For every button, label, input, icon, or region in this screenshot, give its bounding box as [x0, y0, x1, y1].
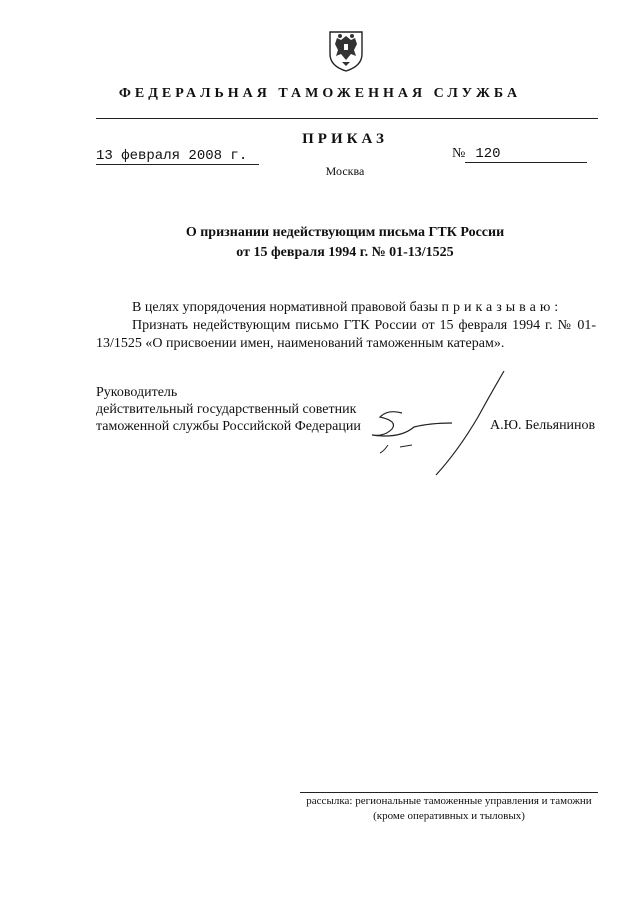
body-paragraph-2: Признать недействующим письмо ГТК России от 15 февраля 1994 г. № 01-13/1525 «О присвоении имен, наименований таможенным катерам».	[96, 318, 596, 351]
distribution-list	[300, 794, 598, 824]
document-city: Москва	[325, 164, 365, 178]
document-body	[96, 299, 596, 353]
title-line-2: от 15 февраля 1994 г. № 01-13/1525	[236, 245, 454, 260]
document-number: 120	[465, 146, 587, 163]
document-title	[0, 223, 640, 263]
agency-name: ФЕДЕРАЛЬНАЯ ТАМОЖЕННАЯ СЛУЖБА	[118, 86, 522, 101]
footer-divider	[300, 792, 598, 793]
emblem-icon	[326, 26, 366, 72]
distribution-line-2: (кроме оперативных и тыловых)	[373, 810, 525, 822]
body-paragraph-1-text: В целях упорядочения нормативной правовой базы	[132, 300, 442, 315]
signer-title-line-3: таможенной службы Российской Федерации	[96, 419, 361, 434]
order-keyword: приказываю:	[441, 300, 563, 315]
distribution-line-1: рассылка: региональные таможенные управления и таможни	[306, 795, 592, 807]
signer-title-line-2: действительный государственный советник	[96, 402, 357, 417]
number-sign: №	[452, 146, 466, 161]
document-type: ПРИКАЗ	[302, 131, 388, 147]
signer-title-line-1: Руководитель	[96, 385, 178, 400]
body-paragraph-1	[96, 299, 596, 317]
document-date: 13 февраля 2008 г.	[96, 148, 259, 165]
header-divider	[96, 118, 598, 119]
signer-name: А.Ю. Бельянинов	[490, 418, 596, 433]
title-line-1: О признании недействующим письма ГТК России	[185, 225, 505, 240]
signer-title	[96, 384, 361, 435]
document-number-field	[452, 146, 587, 163]
